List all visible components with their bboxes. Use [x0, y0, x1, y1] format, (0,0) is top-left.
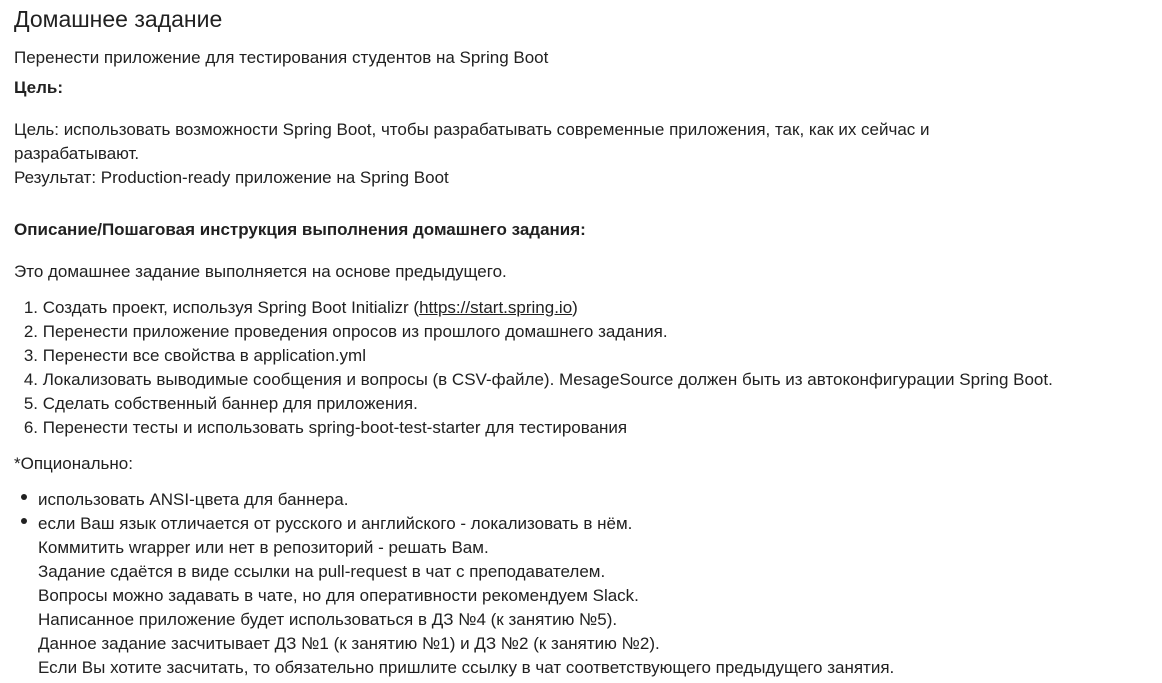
step-item	[14, 368, 1053, 392]
step-text: Локализовать выводимые сообщения и вопросы (в CSV-файле). MesageSource должен быть из автоконфигурации Spring Boot.	[42, 370, 1053, 389]
result-text: Результат: Production-ready приложение на Spring Boot	[14, 168, 449, 187]
subtitle: Перенести приложение для тестирования студентов на Spring Boot	[14, 48, 549, 67]
step-text: Перенести все свойства в application.yml	[42, 346, 366, 365]
optional-label: *Опционально:	[14, 454, 133, 473]
note-line: Задание сдаётся в виде ссылки на pull-request в чат с преподавателем.	[38, 562, 606, 581]
note-line: Вопросы можно задавать в чате, но для оперативности рекомендуем Slack.	[38, 586, 639, 605]
step-number: 5.	[23, 394, 38, 413]
optional-item	[14, 512, 632, 536]
step-item	[14, 392, 418, 416]
step-item	[14, 344, 366, 368]
step-item	[14, 320, 668, 344]
optional-item-text: если Ваш язык отличается от русского и английского - локализовать в нём.	[38, 514, 633, 533]
optional-item	[14, 488, 348, 512]
goal-heading: Цель:	[14, 78, 63, 97]
note-line: Данное задание засчитывает ДЗ №1 (к занятию №1) и ДЗ №2 (к занятию №2).	[38, 634, 660, 653]
step-text: Перенести приложение проведения опросов из прошлого домашнего задания.	[42, 322, 668, 341]
description-heading: Описание/Пошаговая инструкция выполнения домашнего задания:	[14, 220, 586, 239]
note-line: Коммитить wrapper или нет в репозиторий - решать Вам.	[38, 538, 489, 557]
step-number: 2.	[23, 322, 38, 341]
step-text: Создать проект, используя Spring Boot Initializr (	[42, 298, 420, 317]
step-number: 1.	[23, 298, 38, 317]
step-number: 6.	[23, 418, 38, 437]
optional-item-text: использовать ANSI-цвета для баннера.	[38, 490, 349, 509]
spring-initializr-link[interactable]: https://start.spring.io	[419, 298, 573, 317]
page-title: Домашнее задание	[14, 6, 223, 32]
step-text-end: )	[572, 298, 578, 317]
step-item	[14, 416, 627, 440]
step-number: 3.	[23, 346, 38, 365]
note-line: Написанное приложение будет использоваться в ДЗ №4 (к занятию №5).	[38, 610, 618, 629]
step-text: Перенести тесты и использовать spring-boot-test-starter для тестирования	[42, 418, 628, 437]
note-line: Если Вы хотите засчитать, то обязательно пришлите ссылку в чат соответствующего предыдущего занятия.	[38, 658, 895, 677]
step-item	[14, 296, 578, 320]
intro-text: Это домашнее задание выполняется на основе предыдущего.	[14, 262, 507, 281]
goal-text-line-2: разрабатывают.	[14, 144, 140, 163]
step-number: 4.	[23, 370, 38, 389]
step-text: Сделать собственный баннер для приложения.	[42, 394, 418, 413]
goal-text-line-1: Цель: использовать возможности Spring Boot, чтобы разрабатывать современные приложения, так, как их сейчас и	[14, 120, 930, 139]
